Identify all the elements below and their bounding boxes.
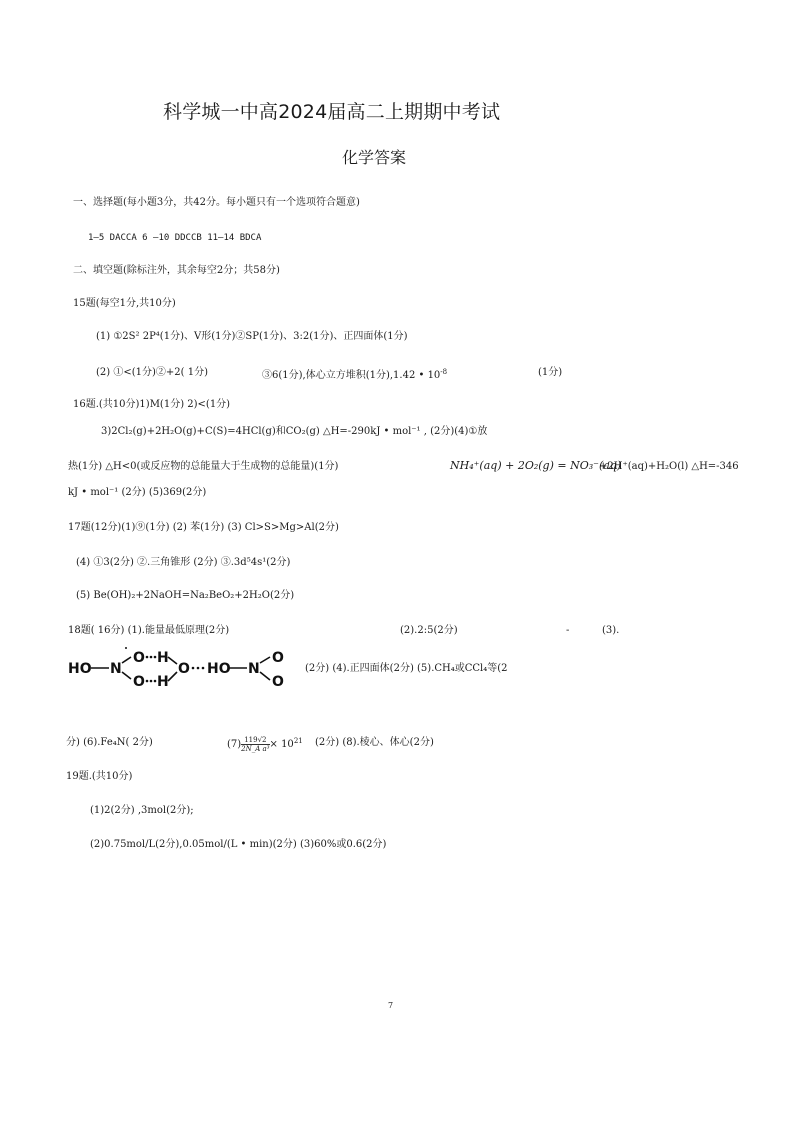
q16-line3: kJ • mol⁻¹ (2分) (5)369(2分)	[68, 487, 207, 498]
q18-density-formula: (7) $\frac{119√2}{\text{2N\_A a³}}$ × $10^{21}$	[227, 736, 303, 753]
struct-o-top: O	[133, 650, 145, 666]
q15-line1: (1) ①2S² 2P⁴(1分)、V形(1分)②SP(1分)、3:2(1分)、正四面体(1分)	[96, 331, 408, 342]
document-subtitle: 化学答案	[342, 148, 407, 167]
struct-ho-right: HO	[207, 661, 231, 677]
q19-heading: 19题.(共10分)	[66, 771, 133, 782]
struct-o-right-bottom: O	[272, 674, 284, 690]
section1-heading: 一、选择题(每小题3分，共42分。每小题只有一个选项符合题意)	[73, 197, 360, 208]
struct-h-top: H	[157, 650, 169, 666]
q15-line2b: ③6(1分),体心立方堆积(1分),1.42 • $10^{-8}$	[262, 368, 448, 381]
q16-heading: 16题.(共10分)1)M(1分) 2)<(1分)	[73, 399, 231, 410]
q18-line1b: (2).2:5(2分)	[400, 625, 458, 636]
q17-line2: (4) ①3(2分) ②.三角锥形 (2分) ③.3d⁵4s¹(2分)	[76, 557, 291, 568]
struct-n-left: N	[110, 661, 122, 677]
document-title: 科学城一中高2024届高二上期期中考试	[163, 101, 501, 123]
struct-o-middle: O	[178, 661, 190, 677]
section2-heading: 二、填空题(除标注外，其余每空2分；共58分)	[73, 265, 280, 276]
q16-line1: 3)2Cl₂(g)+2H₂O(g)+C(S)=4HCl(g)和CO₂(g) △H=-290kJ • mol⁻¹ , (2分)(4)①放	[101, 426, 488, 437]
q15-exponent: -8	[440, 368, 448, 376]
q19-line2: (2)0.75mol/L(2分),0.05mol/(L • min)(2分) (3)60%或0.6(2分)	[90, 839, 387, 850]
q15-line2a: (2) ①<(1分)②+2( 1分)	[96, 367, 208, 378]
q16-line2: 热(1分) △H<0(或反应物的总能量大于生成物的总能量)(1分)	[68, 461, 339, 472]
struct-o-bottom: O	[133, 674, 145, 690]
q18-line1d: (3).	[602, 625, 620, 636]
page-number: 7	[388, 1001, 394, 1010]
struct-ho-left: HO	[68, 661, 92, 677]
q16-equation-lhs: NH₄⁺(aq) + 2O₂(g) = NO₃⁻(aq)	[450, 459, 622, 472]
multiple-choice-answers: 1—5 DACCA 6 —10 DDCCB 11—14 BDCA	[88, 233, 262, 243]
struct-n-right: N	[248, 661, 260, 677]
q17-line3: (5) Be(OH)₂+2NaOH=Na₂BeO₂+2H₂O(2分)	[76, 590, 295, 601]
q18-line1a: 18题( 16分) (1).能量最低原理(2分)	[68, 625, 230, 636]
q18-dash: -	[566, 625, 570, 636]
q19-line1: (1)2(2分) ,3mol(2分);	[90, 805, 194, 816]
q15-line2c: (1分)	[538, 367, 563, 378]
q16-equation-rhs: +2H⁺(aq)+H₂O(l) △H=-346	[599, 461, 739, 472]
q18-line3b: (2分) (8).棱心、体心(2分)	[315, 737, 434, 748]
q17-line1: 17题(12分)(1)⑨(1分) (2) 苯(1分) (3) Cl>S>Mg>Al(2分)	[68, 522, 339, 533]
nitric-acid-dimer-structure	[66, 644, 288, 690]
density-fraction: $\frac{119√2}{\text{2N\_A a³}}$	[241, 736, 270, 753]
struct-o-right-top: O	[272, 650, 284, 666]
q18-line3a: 分) (6).Fe₄N( 2分)	[66, 737, 153, 748]
q18-after-structure: (2分) (4).正四面体(2分) (5).CH₄或CCl₄等(2	[305, 663, 508, 674]
q15-heading: 15题(每空1分,共10分)	[73, 298, 176, 309]
struct-h-bottom: H	[157, 674, 169, 690]
